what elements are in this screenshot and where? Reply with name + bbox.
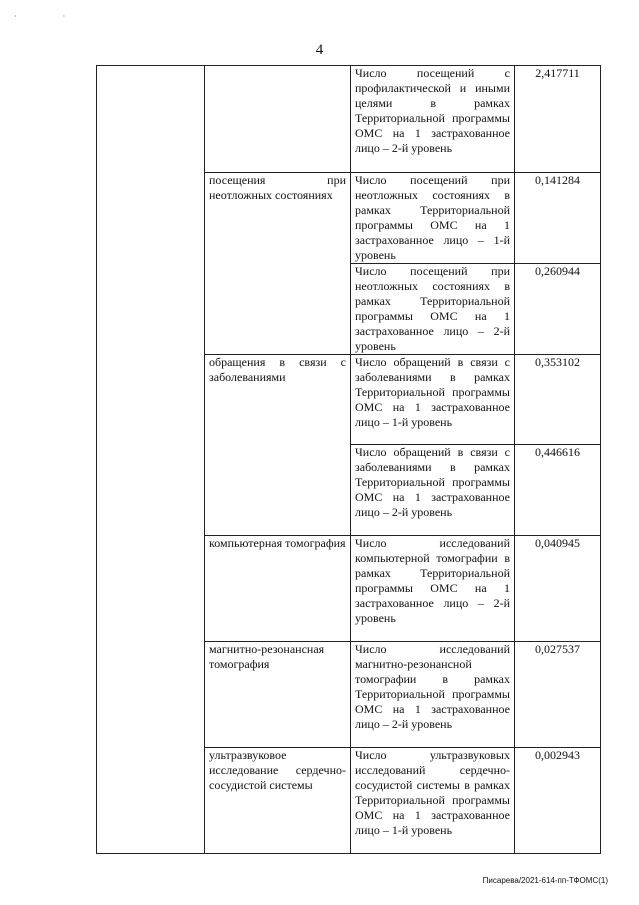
category-cell: магнитно-резонансная томография — [205, 642, 351, 748]
value-cell: 0,260944 — [515, 264, 601, 355]
value-cell: 0,027537 — [515, 642, 601, 748]
scan-marks: · · — [14, 12, 88, 21]
value-cell: 0,002943 — [515, 748, 601, 854]
footer-reference: Писарева/2021-614-пп-ТФОМС(1) — [482, 876, 608, 885]
category-cell: компьютерная томография — [205, 536, 351, 642]
value-cell: 0,353102 — [515, 355, 601, 445]
value-cell: 0,141284 — [515, 173, 601, 264]
category-cell: обращения в связи с заболеваниями — [205, 355, 351, 536]
table-row — [97, 66, 601, 173]
left-blank-cell — [97, 66, 205, 854]
value-cell: 0,040945 — [515, 536, 601, 642]
indicators-table — [96, 65, 601, 854]
description-cell: Число исследований магнитно-резонансной томографии в рамках Территориальной программы ОМС на 1 застрахованное лицо – 2-й уровень — [351, 642, 515, 748]
description-cell: Число посещений при неотложных состояниях в рамках Территориальной программы ОМС на 1 застрахованное лицо – 2-й уровень — [351, 264, 515, 355]
description-cell: Число посещений с профилактической и иными целями в рамках Территориальной программы ОМС на 1 застрахованное лицо – 2-й уровень — [351, 66, 515, 173]
category-cell: ультразвуковое исследование сердечно-сосудистой системы — [205, 748, 351, 854]
page-number: 4 — [315, 42, 324, 58]
value-cell: 0,446616 — [515, 445, 601, 536]
description-cell: Число обращений в связи с заболеваниями в рамках Территориальной программы ОМС на 1 застрахованное лицо – 2-й уровень — [351, 445, 515, 536]
category-cell — [205, 66, 351, 173]
description-cell: Число исследований компьютерной томографии в рамках Территориальной программы ОМС на 1 застрахованное лицо – 2-й уровень — [351, 536, 515, 642]
description-cell: Число посещений при неотложных состояниях в рамках Территориальной программы ОМС на 1 застрахованное лицо – 1-й уровень — [351, 173, 515, 264]
description-cell: Число ультразвуковых исследований сердечно-сосудистой системы в рамках Территориальной программы ОМС на 1 застрахованное лицо – 1-й уровень — [351, 748, 515, 854]
value-cell: 2,417711 — [515, 66, 601, 173]
description-cell: Число обращений в связи с заболеваниями в рамках Территориальной программы ОМС на 1 застрахованное лицо – 1-й уровень — [351, 355, 515, 445]
category-cell: посещения при неотложных состояниях — [205, 173, 351, 355]
